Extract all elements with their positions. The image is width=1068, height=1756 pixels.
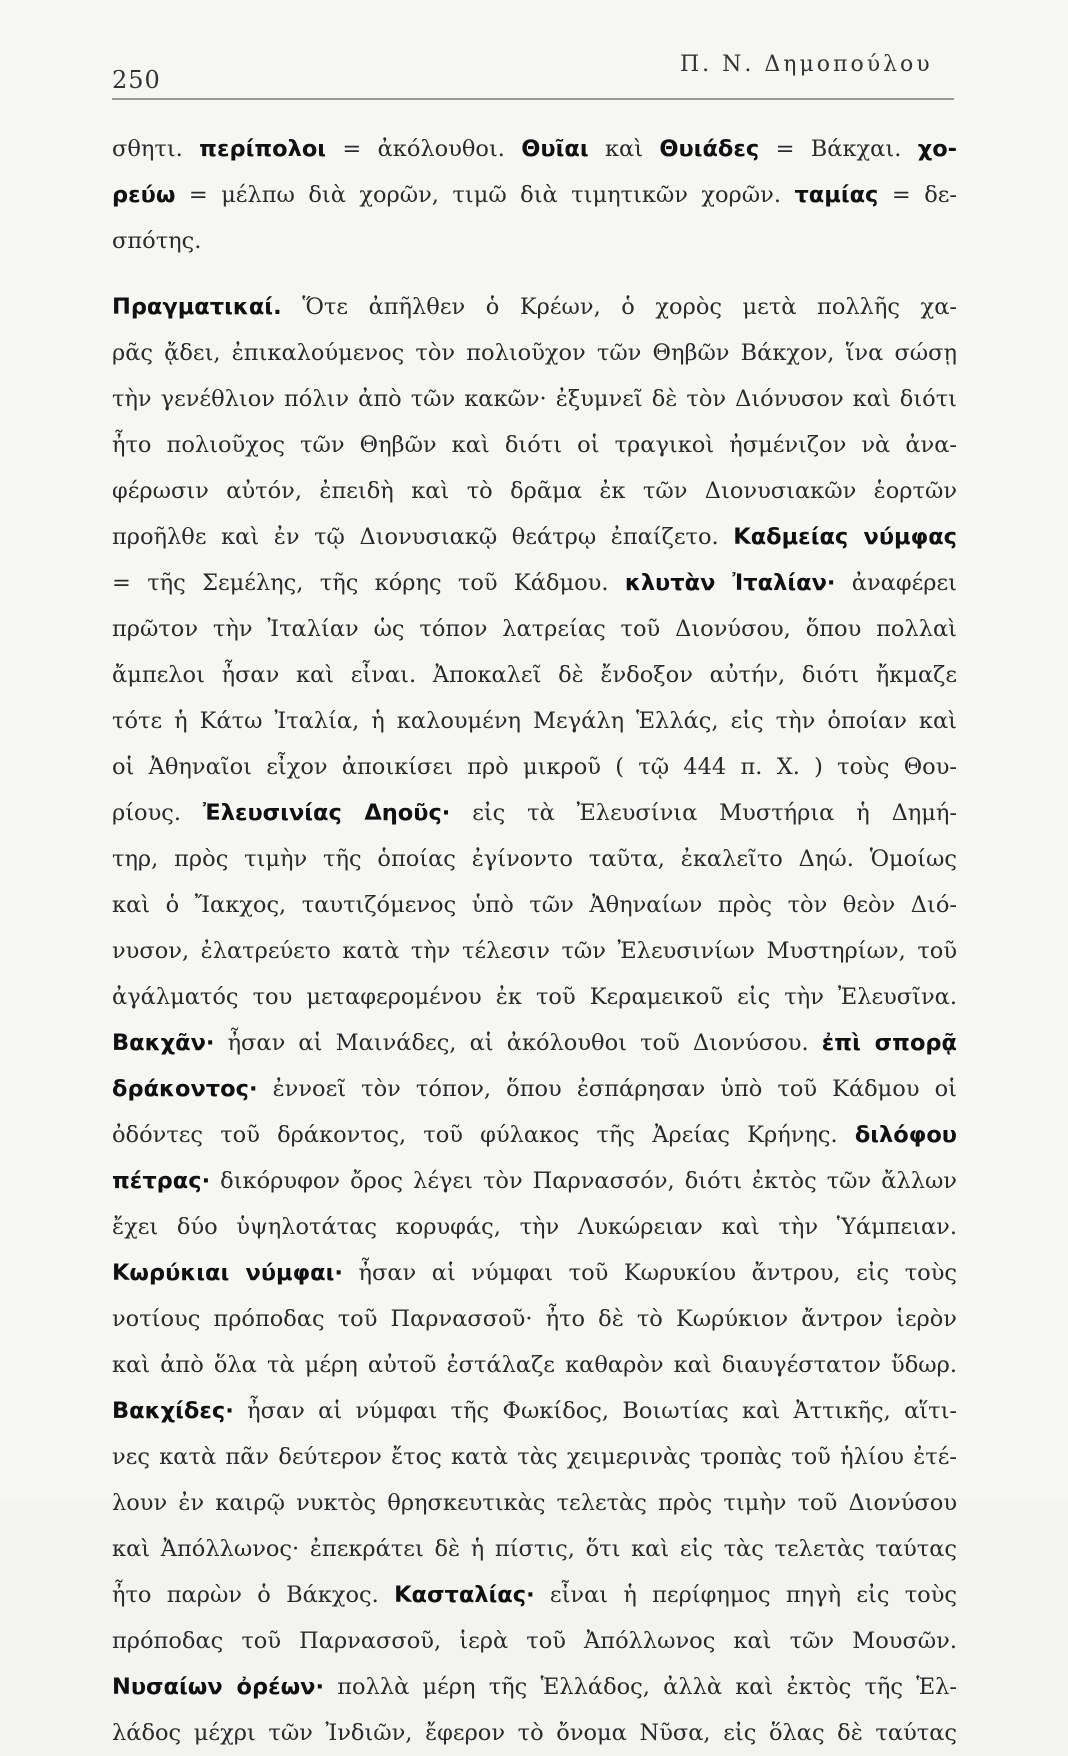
page-number: 250 — [112, 66, 161, 94]
text-line: ἔχει δύο ὑψηλοτάτας κορυφάς, τὴν Λυκώρειαν καὶ τὴν Ὑάμπειαν. — [112, 1214, 957, 1240]
lemma-term: κλυτὰν Ἰταλίαν· — [624, 570, 836, 596]
text-line: ρᾶς ᾄδει, ἐπικαλούμενος τὸν πολιοῦχον τῶν Θηβῶν Βάκχον, ἵνα σώσῃ — [112, 340, 957, 366]
text-line: καὶ ἀπὸ ὅλα τὰ μέρη αὐτοῦ ἐστάλαζε καθαρὸν καὶ διαυγέστατον ὕδωρ. — [112, 1352, 957, 1378]
lemma-term: ταμίας — [794, 182, 879, 208]
text-line: λουν ἐν καιρῷ νυκτὸς θρησκευτικὰς τελετὰς πρὸς τιμὴν τοῦ Διονύσου — [112, 1490, 957, 1516]
lemma-term: περίπολοι — [199, 136, 327, 162]
lemma-term: διλόφου — [854, 1122, 957, 1148]
header-rule — [112, 98, 954, 100]
text-line: τηρ, πρὸς τιμὴν τῆς ὁποίας ἐγίνοντο ταῦτα, ἐκαλεῖτο Δηώ. Ὁμοίως — [112, 846, 957, 872]
lemma-term: Κασταλίας· — [394, 1582, 535, 1608]
text-line: πέτρας· δικόρυφον ὄρος λέγει τὸν Παρνασσόν, διότι ἐκτὸς τῶν ἄλλων — [112, 1168, 957, 1194]
text-line: φέρωσιν αὐτόν, ἐπειδὴ καὶ τὸ δρᾶμα ἐκ τῶν Διονυσιακῶν ἑορτῶν — [112, 478, 957, 504]
paragraph-lexical — [112, 126, 957, 264]
text-line: ἦτο παρὼν ὁ Βάκχος. Κασταλίας· εἶναι ἡ περίφημος πηγὴ εἰς τοὺς — [112, 1582, 957, 1608]
text-line: Βακχᾶν· ἦσαν αἱ Μαινάδες, αἱ ἀκόλουθοι τοῦ Διονύσου. ἐπὶ σπορᾷ — [112, 1030, 957, 1056]
text-line: προῆλθε καὶ ἐν τῷ Διονυσιακῷ θεάτρῳ ἐπαίζετο. Καδμείας νύμφας — [112, 524, 957, 550]
lemma-term: Βακχᾶν· — [112, 1030, 215, 1056]
commentary-text — [112, 126, 957, 1756]
lemma-term: Βακχίδες· — [112, 1398, 234, 1424]
text-line: ἀγάλματός του μεταφερομένου ἐκ τοῦ Κεραμεικοῦ εἰς τὴν Ἐλευσῖνα. — [112, 984, 957, 1010]
lemma-term: ρεύω — [112, 182, 176, 208]
lemma-term: ἐπὶ σπορᾷ — [821, 1030, 957, 1056]
text-line: ἦτο πολιοῦχος τῶν Θηβῶν καὶ διότι οἱ τραγικοὶ ἠσμένιζον νὰ ἀνα- — [112, 432, 957, 458]
text-line: τότε ἡ Κάτω Ἰταλία, ἡ καλουμένη Μεγάλη Ἑλλάς, εἰς τὴν ὁποίαν καὶ — [112, 708, 957, 734]
lemma-term: Ἐλευσινίας Δηοῦς· — [202, 800, 451, 826]
lemma-term: Νυσαίων ὀρέων· — [112, 1674, 325, 1700]
text-line: Κωρύκιαι νύμφαι· ἦσαν αἱ νύμφαι τοῦ Κωρυκίου ἄντρου, εἰς τοὺς — [112, 1260, 957, 1286]
text-line: τὴν γενέθλιον πόλιν ἀπὸ τῶν κακῶν· ἐξυμνεῖ δὲ τὸν Διόνυσον καὶ διότι — [112, 386, 957, 412]
text-line: σθητι. περίπολοι = ἀκόλουθοι. Θυῖαι καὶ Θυιάδες = Βάκχαι. χο- — [112, 136, 957, 162]
text-line: καὶ Ἀπόλλωνος· ἐπεκράτει δὲ ἡ πίστις, ὅτι καὶ εἰς τὰς τελετὰς ταύτας — [112, 1536, 957, 1562]
text-line: δράκοντος· ἐννοεῖ τὸν τόπον, ὅπου ἐσπάρησαν ὑπὸ τοῦ Κάδμου οἱ — [112, 1076, 957, 1102]
text-line: οἱ Ἀθηναῖοι εἶχον ἀποικίσει πρὸ μικροῦ ( τῷ 444 π. Χ. ) τοὺς Θου- — [112, 754, 957, 780]
paragraph-factual — [112, 284, 957, 1756]
lemma-term: πέτρας· — [112, 1168, 211, 1194]
text-line: πρόποδας τοῦ Παρνασσοῦ, ἱερὰ τοῦ Ἀπόλλωνος καὶ τῶν Μουσῶν. — [112, 1628, 957, 1654]
lemma-term: Πραγματικαί. — [112, 294, 282, 320]
lemma-term: Θυῖαι — [521, 136, 589, 162]
text-line: ὀδόντες τοῦ δράκοντος, τοῦ φύλακος τῆς Ἀρείας Κρήνης. διλόφου — [112, 1122, 957, 1148]
text-line: νες κατὰ πᾶν δεύτερον ἔτος κατὰ τὰς χειμερινὰς τροπὰς τοῦ ἡλίου ἐτέ- — [112, 1444, 957, 1470]
lemma-term: χο- — [917, 136, 957, 162]
text-line: ἄμπελοι ἦσαν καὶ εἶναι. Ἀποκαλεῖ δὲ ἔνδοξον αὐτήν, διότι ἤκμαζε — [112, 662, 957, 688]
lemma-term: Καδμείας νύμφας — [733, 524, 957, 550]
text-line: πρῶτον τὴν Ἰταλίαν ὡς τόπον λατρείας τοῦ Διονύσου, ὅπου πολλαὶ — [112, 616, 957, 642]
text-line: ρίους. Ἐλευσινίας Δηοῦς· εἰς τὰ Ἐλευσίνια Μυστήρια ἡ Δημή- — [112, 800, 957, 826]
text-line: Νυσαίων ὀρέων· πολλὰ μέρη τῆς Ἑλλάδος, ἀλλὰ καὶ ἐκτὸς τῆς Ἑλ- — [112, 1674, 957, 1700]
text-line: σπότης. — [112, 228, 202, 254]
text-line: ρεύω = μέλπω διὰ χορῶν, τιμῶ διὰ τιμητικῶν χορῶν. ταμίας = δε- — [112, 182, 957, 208]
text-line: Βακχίδες· ἦσαν αἱ νύμφαι τῆς Φωκίδος, Βοιωτίας καὶ Ἀττικῆς, αἵτι- — [112, 1398, 957, 1424]
running-head: Π. Ν. Δημοπούλου — [680, 52, 933, 77]
text-line: λάδος μέχρι τῶν Ἰνδιῶν, ἔφερον τὸ ὄνομα Νῦσα, εἰς ὅλας δὲ ταύτας — [112, 1720, 957, 1746]
text-line: καὶ ὁ Ἴακχος, ταυτιζόμενος ὑπὸ τῶν Ἀθηναίων πρὸς τὸν θεὸν Διό- — [112, 892, 957, 918]
text-line: νοτίους πρόποδας τοῦ Παρνασσοῦ· ἦτο δὲ τὸ Κωρύκιον ἄντρον ἱερὸν — [112, 1306, 957, 1332]
text-line: Πραγματικαί. Ὅτε ἀπῆλθεν ὁ Κρέων, ὁ χορὸς μετὰ πολλῆς χα- — [112, 294, 957, 320]
text-line: νυσον, ἐλατρεύετο κατὰ τὴν τέλεσιν τῶν Ἐλευσινίων Μυστηρίων, τοῦ — [112, 938, 957, 964]
text-line: = τῆς Σεμέλης, τῆς κόρης τοῦ Κάδμου. κλυτὰν Ἰταλίαν· ἀναφέρει — [112, 570, 957, 596]
lemma-term: δράκοντος· — [112, 1076, 258, 1102]
lemma-term: Θυιάδες — [659, 136, 760, 162]
lemma-term: Κωρύκιαι νύμφαι· — [112, 1260, 343, 1286]
